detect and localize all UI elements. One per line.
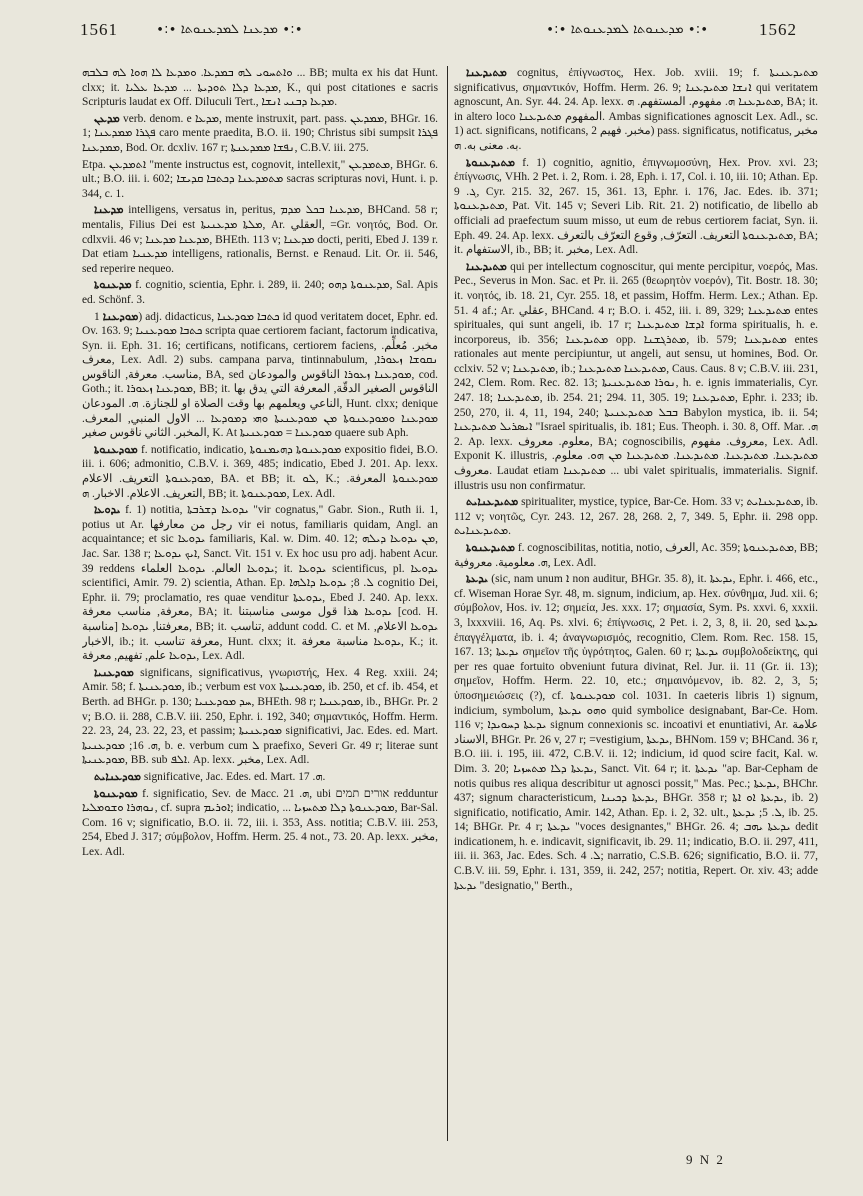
entry-text: 1) adj. didacticus, ܟܬܒܐ ܡܘܕܥܢܐ id quod veritatem docet, Ephr. ed. Ov. 163. 9; ܟܬܒܐ ܡܘܕܥܢܝܐ scripta quae certiorem faciant, factorum indicativa, Syn. ii. Eph. 31. 16; certificans, notificans, certiorem faciens, مخبر. مُعلِّم. معرف, Lex. Adl. 2) subs. campana parva, tintinnabulum, ܢܩܘܫܐ ܙܥܘܪܐ, مناسب. معرفة, الناقوس, BA, sed ܡܘܕܥܢܐ ܙܥܘܪܐ الناقوس والمودعان, cod. Goth.; it. ܡܘܕܥܢܐ ܙܥܘܪܐ, BB; it. الناقوس الصغير الدقّة, المعرفة التي يدق بها الناعي ويعلمهم بها وقت الصلاة او للجنازة. ܗ. المودعان, Hunt. clxx; denique ܡܘܕܥܢܐ ܘܡܘܕܥܢܘܬܐ ܡܢ ܡܘܕܥܢܝܬܐ ܘܗܝ ܕܡܘܕܥܐ ... الاول المنبي, المعرف. المخبر. الثاني ناقوس صغير, K. At ܡܘܕܥܢܐ = ܡܘܕܥܢܝܬܐ quaere sub Aph. [82,310,438,440]
entry-headword: ܡܘܕܥܢܝܐ [94,665,134,679]
entry-headword: ܡܘܕܥܢܐܝܬ [94,769,142,783]
dictionary-entry [454,66,818,154]
entry-headword: ܡܘܕܥܢܐ [102,309,139,323]
entry-headword: ܡܕܥܢܘܬܐ [94,278,132,292]
dictionary-entry [82,443,438,501]
page-header [66,20,797,50]
entry-headword: ܡܕܥܢ [94,111,120,125]
entry-text: intelligens, versatus in, peritus, ܡܕܥܢܐ ܒܟܠ ܡܕܡ, BHCand. 58 r; mentalis, Filius Dei est ܡܠܬܐ ܡܕܥܢܝܬܐ, Ar. العقلي, =Gr. νοητός, Bod. Or. cdlxvii. 46 v; ܡܕܥܢܐ ܡܕܥܢܐ, BHEth. 113 v; ܡܕܥܢܐ docti, periti, Ebed J. 139 r. Dat etiam ܡܕܥܢܝܐ intelligens, rationalis, Bernst. e Renaud. Lit. Or. ii. 546, sed reperire nequeo. [82,204,438,275]
entry-headword: ܝܕܥܬܐ [466,572,488,586]
left-column [82,66,438,1141]
entry-text: f. cognoscibilitas, notitia, notio, العرف, Ac. 359; ܡܬܝܕܥܢܘܬܐ, BB; ܗ. معلومية. معروفية, Lex. Adl. [454,542,818,569]
entry-text: spiritualiter, mystice, typice, Bar-Ce. Hom. 33 v; ܡܬܝܕܥܢܐܝܬ, ib. 112 v; νοητῶς, Cyr. 243. 12, 267. 28, 268. 2, 7, 349. 5, Ephr. ii. 298 opp. ܡܬܝܕܥܢܐܝܬ. [454,496,818,538]
dictionary-entry [454,495,818,539]
dictionary-entry [82,66,438,110]
left-running-head: ∙:∙ ܡܕܥܢܐ ܠܡܕܥܢܘܬܐ ∙:∙ [156,22,303,37]
entry-text: significans, significativus, γνωριστής, Hex. 4 Reg. xxiii. 24; Amir. 58; f. ܡܘܕܥܢܝܬܐ, ib.; verbum est vox ܡܘܕܥܢܝܬܐ, ib. 250, et cf. ib. 454, et Berth. ad BHGr. p. 130; ܚܕ ܡܘܕܥܢܝܐ, BHEth. 98 r; ܡܘܕܥܢܝܐ, ib., BHGr. Pr. 2 v; B.O. ii. 288, C.B.V. iii. 250, Ephr. i. 192, 340; σημαντικός, Hoffm. Herm. 22. 23, 24, 23. 22, 23, et passim; ܡܘܕܥܢܝܬܐ significativi, Jac. Edes. ed. Mart. ܗ. 16; ܡܘܕܥܢܝܬܐ, b. e. verbum cum ܠ praefixo, Severi Gr. 49 r; literae sunt ܡܘܕܥܢܝܬܐ, BB. sub ܐܠܦ. Ap. lexx. مخبر, Lex. Adl. [82,666,438,767]
dictionary-entry [454,156,818,258]
entry-text: ܘܐܬܚܘܝ ܠܗ ܒܡܕܥܐ. ܘܡܕܥܐ ܠܐ ܗܘܐ ܠܗ ܒܠܒܗ ... BB; multa ex his dat Hunt. clxx; it. ܡܕܥܐ ܕܠܐ ܬܘܕܝܬܐ ... ܡܕܥܐ ܥܠܝܐ, K., qui post citationes e sacris Scripturis laudat ex Off. Diluculi Tert., ܡܕܥܐ ܕܒܢܝ ܐܢܫܐ. [82,67,438,109]
dictionary-entry [82,770,438,785]
dictionary-entry [82,203,438,276]
right-page-number: 1562 [759,20,797,39]
dictionary-entry [82,666,438,768]
entry-text: Etpa. ܐܬܡܕܥܢ "mente instructus est, cognovit, intellexit," ܡܬܡܕܥܢ, BHGr. 6. ult.; B.O. iii. i. 602; ܡܬܡܕܥܢܐ ܕܟܬܒܐ ܩܕܝܫܐ sacras scripturas novi, Hunt. i. p. 344, c. 1. [82,158,438,200]
dictionary-entry [82,310,438,441]
entry-text: f. significatio, Sev. de Macc. ܗ. 21, ubi אורים תמים redduntur ܢܘܗܪܐ ܘܫܘܡܠܝܐ, cf. supra ܐܘܪܝܡ; indicatio, ... ܡܘܕܥܢܘܬܐ ܕܠܐ ܡܬܚܙܝܐ, Bar-Sal. Com. 16 v; significatio, B.O. ii. 72, iii. i. 353, Ass. notitia; C.B.V. iii. 253, 254, Ebed J. 317; σύμβολον, Hoffm. Herm. 25. 4 not., 73. 20. Ap. lexx. مخبر, Lex. Adl. [82,787,438,858]
entry-text: cognitus, ἐπίγνωστος, Hex. Job. xviii. 19; f. ܡܬܝܕܥܢܝܬܐ significativus, σημαντικόν, Hoffm. Herm. 26. 9; ܐܢܫܐ ܡܬܝܕܥܢܐ qui veritatem agnoscunt, An. Syr. 44. 24. Ap. lexx. ܡܬܝܕܥܢܐ ܗ. مفهوم. المستفهم. ܗ, BA; it. in altero loco المفهوم ܡܬܝܕܥܢܐ. Ambas significationes agnoscit Lex. Adl., sc. 1) act. significans, notificans, مخبر. فهيم 2) pass. significatus, notificatus, مخبر به. معنى به. ܗ. [454,67,818,152]
entry-headword: ܡܬܝܕܥܢܘܬܐ [466,541,515,554]
dictionary-entry [82,158,438,202]
column-divider [447,66,448,1141]
entry-headword: ܡܬܝܕܥܢܐܝܬ [466,495,519,509]
entry-headword: ܡܬܝܕܥܢܘܬܐ [466,155,515,169]
entry-text: verb. denom. e ܡܕܥܐ, mente instruxit, part. pass. ܡܡܕܥܢ, BHGr. 16. 1; ܦܓܪܐ ܡܡܕܥܢܐ caro mente praedita, B.O. ii. 190; Christus sibi sumpsit ܦܓܪܐ ܡܡܕܥܢܐ, Bod. Or. dcxliv. 167 r; ܢܦܫܐ ܡܡܕܥܢܬܐ, C.B.V. iii. 275. [82,112,438,154]
right-column [454,66,818,1141]
left-page-number: 1561 [80,20,118,39]
entry-headword: ܡܬܝܕܥܢܐ [466,259,507,273]
entry-text: (sic, nam unum ܐ non auditur, BHGr. 35. 8), it. ܝܕܥܬܐ, Ephr. i. 466, etc., cf. Wiseman Horae Syr. 48, m. signum, indicium, ap. Hex. σύνθημα, Jud. xii. 6; σύμβολον, Hos. iv. 12; σημεία, Jes. xxx. 17; σημασία, Sym. Ps. xxvi. 6, xxxii. 3, lxxxviii. 16, Aq. Ps. xlvi. 6; ἐπίγνωσις, 2 Pet. i. 2, 3, 8, ii. 20, sed ܝܕܥܬܐ ἐπαγγέλματα, ib. i. 4; ἀναγνωρισμός, recognitio, Clem. Rom. Rec. 158. 15, 167. 13; ܝܕܥܬܐ σημεῖον τῆς ὑγρότητος, Galen. 60 r; ܝܕܥܬܐ συμβολοδείκτης, qui per res quae fortuito obveniunt futura divinat, Rel. Jur. ii. 11 (Gr. ii. 13); σημεῖον, Hoffm. Herm. 22. 10, etc.; σημαινόμενον, ib. 82. 2, 3, 5; ὑποσημειώσεις (?), cf. ܡܘܕܥܢܘܬܐ col. 1031. In caeteris libris 1) signum, indicium, symbolum, ܘܗܘ ܝܕܥܬܐ quid symbolice designabant, Bar-Ce. Hom. 116 v; ܝܕܥܬܐ ܕܚܘܝܕܐ signum connexionis sc. incoativi et enuntiativi, Ar. علامة الاسناد, BHGr. Pr. 26 v, 27 r; =vestigium, ܝܕܥܬܐ, BHNom. 159 v; BHCand. 36 r, B.O. iii. i. 195, iii. 472, C.B.V. ii. 12; indicium, id quod scire facit, Kal. w. Dim. 3. 20; ܝܕܥܬܐ ܕܠܐ ܡܬܚܙܝܐ, Sanct. Vit. 64 r; it. ܝܕܥܬܐ "ap. Bar-Cepham de notis quibus res aliqua describitur ut agnosci possit," Mas. Pec.; ܝܕܥܬܐ, BHChr. 437; signum characteristicum, ܝܕܥܬܐ ܕܟܝܢܐ, BHGr. 358 r; ܝܕܥܬܐ ܐܘ ܐܬܐ, ib. 2) significatio, notificatio, Amir. 142, Athan. Ep. i. 2, 32. ult., ܠ. 5; ܝܕܥܬܐ, ib. 25. 14; BHGr. Pr. 4 r; ܝܕܥܬܐ "voces designantes," BHGr. 26. 4; ܝܕܥܬܐ ܝܗܒ dedit indicationem, h. e. indicavit, significavit, ib. 29. 11; indicatio, B.O. ii. 297, 411, iii. ii. 363, Jac. Edes. Sch. ܠ. 4; narratio, C.S.B. 626; significatio, B.O. ii. 77, C.B.V. iii. 59, Ephr. i. 131, 359, ii. 242, 257; notitia, Repert. Or. xiv. 43; adde ܝܕܥܬܐ "designatio," Berth., [454,573,818,892]
entry-headword: ܝܕܘܥܐ [94,503,121,517]
entry-headword: ܡܕܥܢܐ [94,203,124,217]
dictionary-entry [82,787,438,860]
dictionary-entry [454,541,818,570]
entry-text: qui per intellectum cognoscitur, qui mente percipitur, νοερός, Mas. Pec., Severus in Mon. Sac. et Pr. ii. 265 (θεωρητὸν νοερόν), Tit. Bostr. 18. 30; it. νοητός, ib. 18. 21, Cyr. 255. 18, et passim, Hoffm. Herm. Lex.; Athan. Ep. 51. 4 af.; Ar. عقلي, BHCand. 4 r; B.O. i. 452, iii. i. 89, 329; ܡܬܝܕܥܢܐ entes spirituales, qui sunt angeli, ib. 17 r; ܐܕܫܐ ܡܬܝܕܥܢܐ forma spiritualis, h. e. incorporeus, ib. 356; ܡܬܝܕܥܢܐ opp. ܡܬܪܓܫܢܐ, ib. 579; ܡܬܝܕܥܢܐ entes rationales aut mente percipiuntur, ut angeli, aut sensu, ut homines, Bod. Or. cclxiv. 52 v; ܡܬܝܕܥܢܐ, ib.; ܡܬܝܕܥܢܐ ܡܬܝܕܥܢܐ, Caus. Caus. 8 v; C.B.V. iii. 231, 242, Clem. Rom. Rec. 82. 13; ܢܘܪܐ ܡܬܝܕܥܢܝܬܐ, h. e. ignis immaterialis, Cyr. 247. 18; ܡܬܝܕܥܢܐ, ib. 254. 21; 294. 11, 305. 19; ܡܬܝܕܥܢܐ, Ephr. i. 233; ib. 250, 270, ii. 4, 11, 194, 240; ܒܒܠ ܡܬܝܕܥܢܝܬܐ Babylon mystica, ib. ii. 54; ܐܝܣܪܝܠ ܡܬܝܕܥܢܐ "Israel spiritualis, ib. 181; Eus. Theoph. i. 30. 8, Off. Mar. ܗ. 2. Ap. lexx. معلوم. معروف, BA; cognoscibilis, معروف. مفهوم, Lex. Adl. Exponit K. illustris, ܡܬܝܕܥܢܐ. ܡܬܝܕܥܢܐ. ܡܬܝܕܥܢܐ. ܡܬܝܕܥܢܐ ܡܢ ܗܘ. معلوم. معروف. Laudat etiam ܡܬܝܕܥܢܐ ... ubi valet spiritualis, immaterialis. Signif. illustris usu non confirmatur. [454,260,818,492]
entry-headword: ܡܬܝܕܥܢܐ [466,66,507,79]
dictionary-entry [454,572,818,893]
entry-text: significative, Jac. Edes. ed. Mart. ܗ. 17. [143,770,326,783]
dictionary-entry [82,278,438,307]
signature-mark: 9 N 2 [686,1152,725,1167]
entry-headword: ܡܘܕܥܢܘܬܐ [94,786,138,800]
right-running-head: ∙:∙ ܡܕܥܢܘܬܐ ܠܡܕܥܢܘܬܐ ∙:∙ [546,22,709,37]
entry-text: f. notificatio, indicatio, ܡܘܕܥܢܘܬܐ ܕܗܝܡܢܘܬܐ expositio fidei, B.O. iii. i. 606; admonitio, C.B.V. i. 369, 485; indicatio, Ebed J. 201. Ap. lexx. ܡܘܕܥܢܘܬܐ التعريف. الاعلام, BA. et BB; it. ܠܘ, K.; ܡܘܕܥܢܘܬܐ المعرفة. التعريف. الاعلام. الاخبار. ܗ, BB; it. ܡܘܕܥܢܘܬܐ, Lex. Adl. [82,443,438,500]
dictionary-entry [82,503,438,664]
dictionary-entry [82,112,438,156]
entry-text: f. 1) cognitio, agnitio, ἐπιγνωμοσύνη, Hex. Prov. xvi. 23; ἐπίγνωσις, VHh. 2 Pet. i. 2, Rom. i. 28, Eph. i. 17, Col. i. 10, iii. 10; Athan. Ep. ܓ. 9, Cyr. 215. 32, 267. 15, 361. 13, Ephr. i. 176, Jac. Edes. ib. 371; ܡܬܝܕܥܢܘܬܐ, Pat. Vit. 145 v; Severi Lib. Rit. 21. 2) notificatio, de libello ab officiali ad praefectum suum misso, ut eum de rebus certiorem faciat, Syn. ii. Eph. 49. 24. Ap. lexx. ܡܬܝܕܥܢܘܬܐ التعريف. التعرّف, وقوع التعرّف بالتعرف, BA; it. الاستفهام, ib., BB; it. مخبر, Lex. Adl. [454,156,818,257]
entry-text: f. cognitio, scientia, Ephr. i. 289, ii. 240; ܡܕܥܢܘܬܐ ܕܗܘ, Sal. Apis ed. Schönf. 3. [82,279,438,306]
entry-text: f. 1) notitia, ܝܕܘܥܐ ܕܫܪܒܬܐ "vir cognatus," Gabr. Sion., Ruth ii. 1, potius ut Ar. رجل من معارفها vir ei notus, familiaris quidam, Angl. an acquaintance; et sic ܝܕܘܥܐ familiaris, Kal. w. Dim. 40. 12; ܡܢ ܝܕܘܥܐ ܕܝܠܗ, Jac. Sar. 138 r; ܐܝܟ ܝܕܘܥܐ, Sanct. Vit. 151 v. Ex hoc usu pro adj. habent Acur. 39 reddens ܝܕܘܥܐ العالم. ܝܕܘܥܐ العلماء; it. ܝܕܘܥܐ scientificus, pl. ܝܕܘܥܐ scientifici, Amir. 79. 2) scientia, Athan. Ep. ܠ. 8; ܝܕܘܥܐ ܕܐܠܗܐ cognitio Dei, Ephr. ii. 79; proclamatio, res quae venditur ܝܕܘܥܬܐ, Ebed J. 240. Ap. lexx. معرفة, مناسب معرفة, BA; it. ܝܕܘܥܐ هذا قول موسى مناسبتنا [cod. H. مناسبة] معرفتنا, ܝܕܘܥܐ, BB; it. تناسب, addunt codd. C. et M. ܝܕܘܥܐ الاعلام, الاخبار, ib.; it. معرفة تناسب, Hunt. clxx; it. ܝܕܘܥܐ مناسبة معرفة, K.; it. ܝܕܘܥܐ علم, تفهيم, معرفة, Lex. Adl. [82,504,438,663]
entry-headword: ܡܘܕܥܢܘܬܐ [94,442,138,456]
dictionary-entry [454,260,818,494]
